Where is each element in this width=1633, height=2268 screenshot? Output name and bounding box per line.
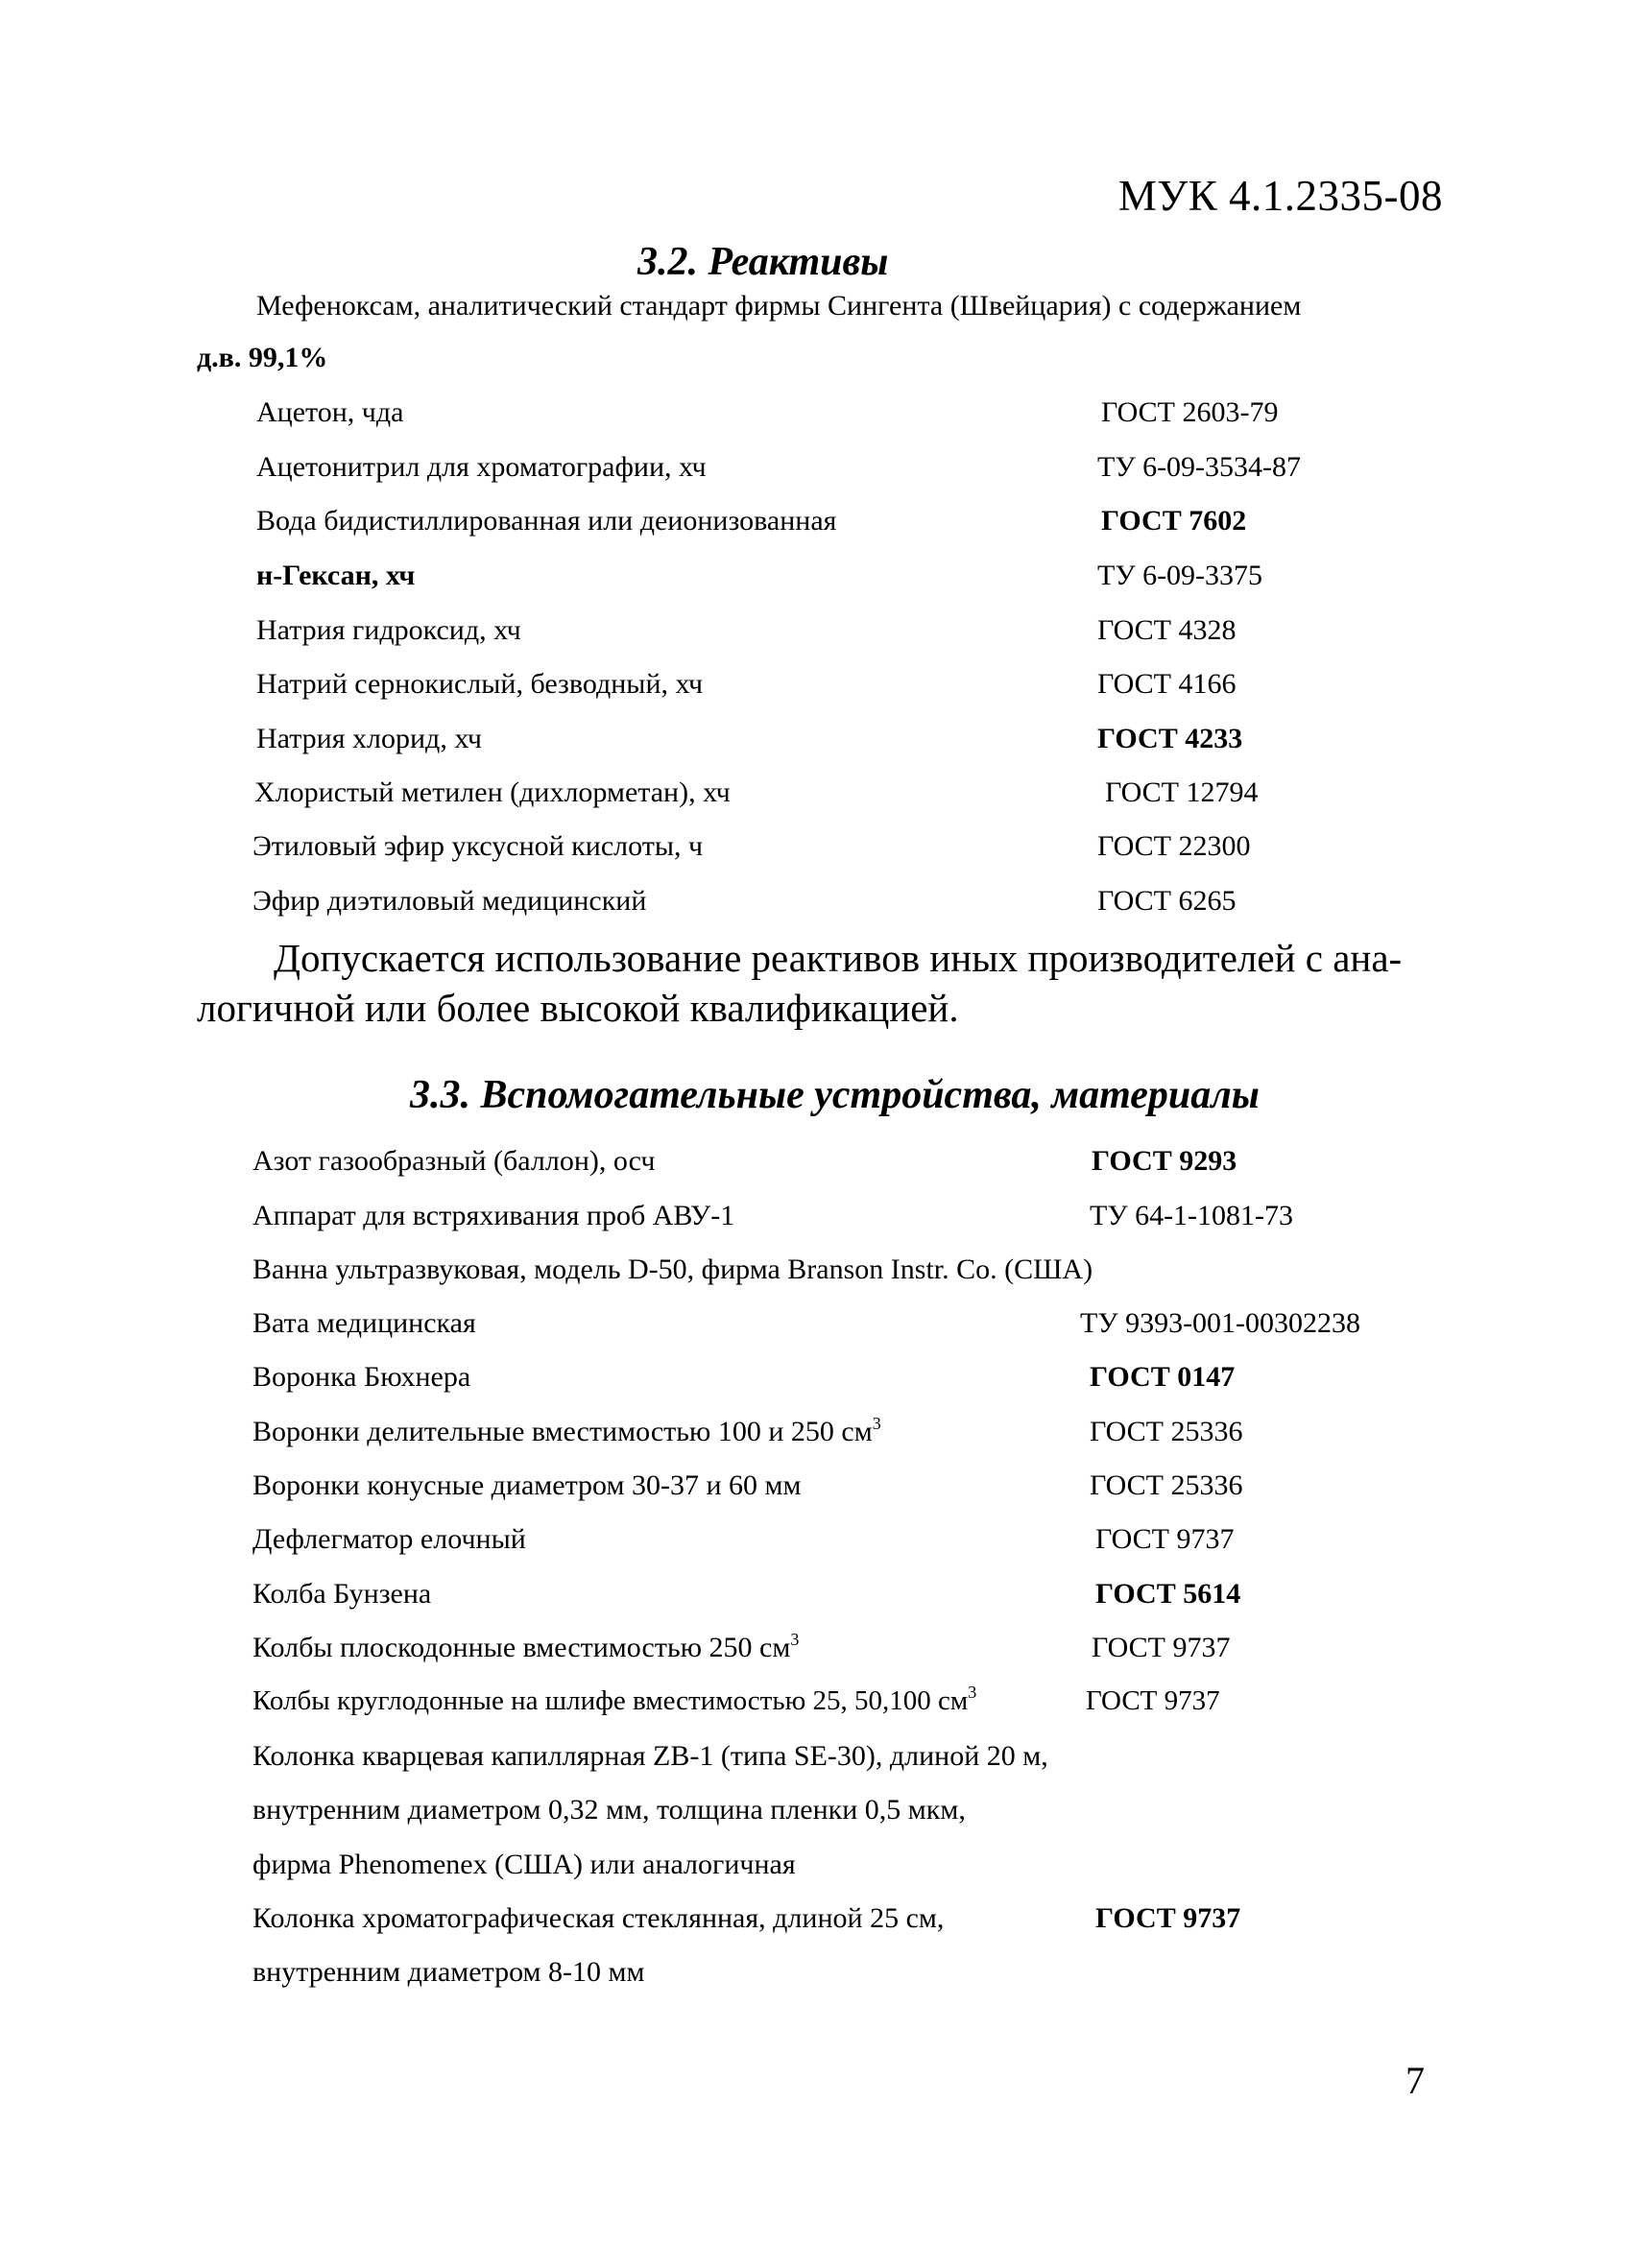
material-name: Воронки конусные диаметром 30-37 и 60 мм <box>252 1469 802 1501</box>
reagent-standard: ГОСТ 4233 <box>1097 723 1243 754</box>
reagent-name: Этиловый эфир уксусной кислоты, ч <box>252 830 704 862</box>
reagent-name: Ацетон, чда <box>256 396 404 428</box>
material-standard: ТУ 9393-001-00302238 <box>1080 1307 1361 1339</box>
material-standard: ТУ 64-1-1081-73 <box>1090 1200 1294 1231</box>
reagent-intro-line-2: д.в. 99,1% <box>197 342 328 373</box>
reagent-intro-line-1: Мефеноксам, аналитический стандарт фирмы Сингента (Швейцария) с содержанием <box>256 290 1302 322</box>
reagent-name: Эфир диэтиловый медицинский <box>252 885 647 917</box>
material-standard: ГОСТ 0147 <box>1090 1361 1236 1393</box>
reagent-note-line-1: Допускается использование реактивов иных производителей с ана- <box>274 936 1403 980</box>
reagent-standard: ГОСТ 12794 <box>1105 776 1259 808</box>
material-name: Колонка кварцевая капиллярная ZB-1 (типа SE-30), длиной 20 м, <box>252 1740 1048 1772</box>
reagent-standard: ГОСТ 4166 <box>1097 668 1237 700</box>
reagent-standard: ГОСТ 7602 <box>1101 505 1247 537</box>
reagent-standard: ТУ 6-09-3534-87 <box>1097 451 1302 483</box>
reagent-standard: ГОСТ 6265 <box>1097 885 1237 917</box>
material-name: Колбы круглодонные на шлифе вместимостью 25, 50,100 $см^3$ <box>252 1683 977 1716</box>
reagent-name: Натрия хлорид, хч <box>256 723 482 754</box>
material-name: Аппарат для встряхивания проб АВУ-1 <box>252 1200 735 1231</box>
material-name: Ванна ультразвуковая, модель D-50, фирма Branson Instr. Co. (США) <box>252 1253 1093 1285</box>
reagent-name: н-Гексан, хч <box>256 560 416 591</box>
material-standard: ГОСТ 5614 <box>1095 1578 1241 1610</box>
material-name: Дефлегматор елочный <box>252 1523 526 1555</box>
material-name: Колбы плоскодонные вместимостью 250 $см^3$ <box>252 1630 800 1663</box>
material-standard: ГОСТ 9737 <box>1086 1685 1220 1716</box>
reagent-name: Натрий сернокислый, безводный, хч <box>256 668 704 700</box>
material-name: фирма Phenomenex (США) или аналогичная <box>252 1849 796 1880</box>
section-title-auxiliary: 3.3. Вспомогательные устройства, материалы <box>410 1073 1260 1117</box>
reagent-note-line-2: логичной или более высокой квалификацией. <box>197 986 959 1030</box>
reagent-standard: ГОСТ 22300 <box>1097 830 1251 862</box>
reagent-name: Хлористый метилен (дихлорметан), хч <box>254 776 731 808</box>
reagent-standard: ТУ 6-09-3375 <box>1097 560 1263 591</box>
material-name: Азот газообразный (баллон), осч <box>252 1145 656 1177</box>
section-title-reagents: 3.2. Реактивы <box>637 240 889 284</box>
material-standard: ГОСТ 9737 <box>1095 1523 1235 1555</box>
material-name: Воронки делительные вместимостью 100 и 250 $см^3$ <box>252 1414 881 1447</box>
reagent-name: Ацетонитрил для хроматографии, хч <box>256 451 707 483</box>
material-name: внутренним диаметром 0,32 мм, толщина пленки 0,5 мкм, <box>252 1794 966 1826</box>
material-standard: ГОСТ 9737 <box>1092 1632 1231 1663</box>
material-name: Вата медицинская <box>252 1307 476 1339</box>
material-name: внутренним диаметром 8-10 мм <box>252 1956 645 1988</box>
reagent-name: Натрия гидроксид, хч <box>256 614 521 646</box>
material-name: Воронка Бюхнера <box>252 1361 471 1393</box>
material-name: Колонка хроматографическая стеклянная, длиной 25 см, <box>252 1902 945 1934</box>
material-standard: ГОСТ 25336 <box>1090 1469 1243 1501</box>
document-code: МУК 4.1.2335-08 <box>1117 172 1443 220</box>
material-name: Колба Бунзена <box>252 1578 432 1610</box>
material-standard: ГОСТ 9737 <box>1095 1902 1241 1934</box>
material-standard: ГОСТ 9293 <box>1092 1145 1237 1177</box>
reagent-name: Вода бидистиллированная или деионизованная <box>256 505 837 537</box>
reagent-standard: ГОСТ 4328 <box>1097 614 1237 646</box>
reagent-standard: ГОСТ 2603-79 <box>1101 396 1279 428</box>
material-standard: ГОСТ 25336 <box>1090 1416 1243 1447</box>
page-number: 7 <box>1405 2059 1425 2102</box>
